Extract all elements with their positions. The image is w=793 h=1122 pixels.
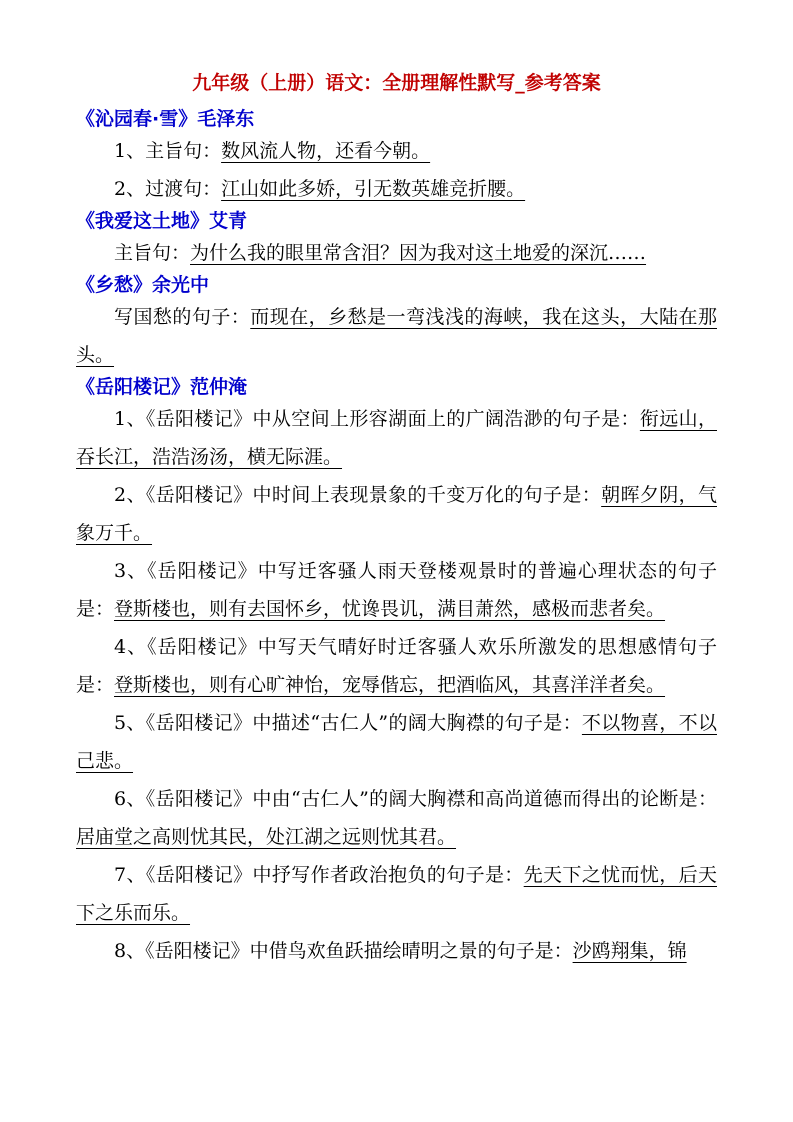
- item-paragraph: [76, 400, 717, 476]
- item-paragraph: [76, 552, 717, 628]
- item-paragraph: [76, 780, 717, 856]
- item-paragraph: [76, 476, 717, 552]
- item-answer: 衔远山，吞长江，浩浩汤汤，横无际涯。: [76, 408, 717, 468]
- item-prompt: 7、《岳阳楼记》中抒写作者政治抱负的句子是：: [114, 864, 524, 886]
- item-answer: 登斯楼也，则有去国怀乡，忧谗畏讥，满目萧然，感极而悲者矣。: [114, 598, 666, 620]
- section-heading: 《乡愁》余光中: [76, 274, 210, 296]
- item-prompt: 主旨句：: [114, 242, 191, 264]
- item-paragraph: [76, 856, 717, 932]
- item-paragraph: [76, 132, 717, 170]
- item-answer: 沙鸥翔集，锦: [572, 940, 687, 962]
- item-prompt: 2、过渡句：: [114, 178, 222, 200]
- section-heading: 《我爱这土地》艾青: [76, 210, 248, 232]
- document-title: 九年级（上册）语文：全册理解性默写_参考答案: [192, 72, 601, 94]
- item-paragraph: [76, 298, 717, 374]
- item-answer: 不以物喜，不以己悲。: [76, 712, 717, 772]
- item-paragraph: [76, 704, 717, 780]
- item-answer: 居庙堂之高则忧其民，处江湖之远则忧其君。: [76, 826, 457, 848]
- item-paragraph: [76, 628, 717, 704]
- item-answer: 登斯楼也，则有心旷神怡，宠辱偕忘，把酒临风，其喜洋洋者矣。: [114, 674, 666, 696]
- item-prompt: 4、《岳阳楼记》中写天气晴好时迁客骚人欢乐所激发的思想感情句子是：: [76, 636, 717, 696]
- item-prompt: 1、《岳阳楼记》中从空间上形容湖面上的广阔浩渺的句子是：: [114, 408, 640, 430]
- item-prompt: 2、《岳阳楼记》中时间上表现景象的千变万化的句子是：: [114, 484, 602, 506]
- item-prompt: 写国愁的句子：: [114, 306, 251, 328]
- item-prompt: 1、主旨句：: [114, 140, 222, 162]
- item-paragraph: [76, 234, 717, 272]
- item-answer: 而现在，乡愁是一弯浅浅的海峡，我在这头，大陆在那头。: [76, 306, 717, 366]
- item-answer: 为什么我的眼里常含泪？因为我对这土地爱的深沉……: [190, 242, 647, 264]
- item-prompt: 6、《岳阳楼记》中由“古仁人”的阔大胸襟和高尚道德而得出的论断是：: [114, 788, 717, 810]
- item-answer: 江山如此多娇，引无数英雄竞折腰。: [221, 178, 526, 200]
- section-heading: 《沁园春·雪》毛泽东: [76, 108, 255, 130]
- section-heading: 《岳阳楼记》范仲淹: [76, 376, 248, 398]
- item-answer: 朝晖夕阴，气象万千。: [76, 484, 717, 544]
- item-answer: 数风流人物，还看今朝。: [221, 140, 431, 162]
- item-prompt: 8、《岳阳楼记》中借鸟欢鱼跃描绘晴明之景的句子是：: [114, 940, 573, 962]
- item-prompt: 5、《岳阳楼记》中描述“古仁人”的阔大胸襟的句子是：: [114, 712, 582, 734]
- item-prompt: 3、《岳阳楼记》中写迁客骚人雨天登楼观景时的普遍心理状态的句子是：: [76, 560, 717, 620]
- item-paragraph: [76, 932, 717, 970]
- item-answer: 先天下之忧而忧，后天下之乐而乐。: [76, 864, 717, 924]
- item-paragraph: [76, 170, 717, 208]
